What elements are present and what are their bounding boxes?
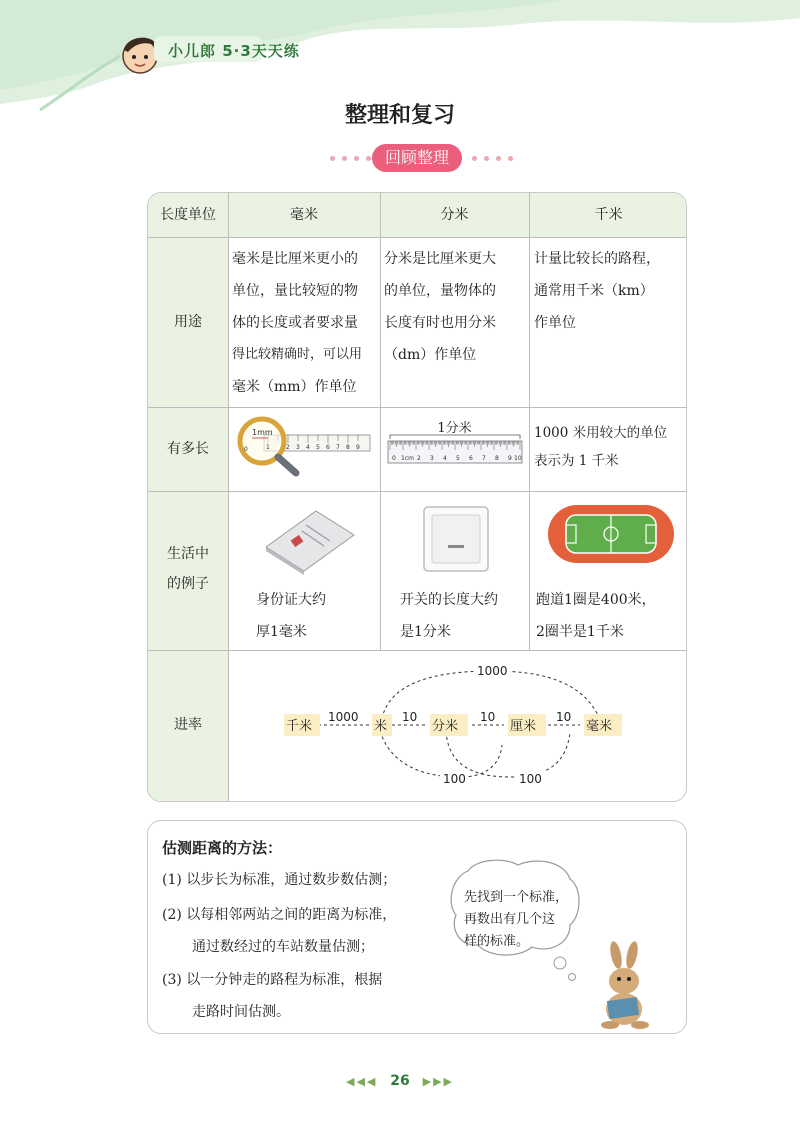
page-number: 26 <box>390 1073 410 1089</box>
length-units-table <box>147 192 687 802</box>
mm-ruler-digit: 4 <box>306 444 310 451</box>
dm-ruler-digit: 5 <box>456 455 460 462</box>
row-label-life-2: 的例子 <box>167 576 209 592</box>
usage-km-line: 作单位 <box>534 315 576 331</box>
left-arrows-decoration: ◀◀◀ <box>345 1075 378 1088</box>
rate-unit-cm: 厘米 <box>510 719 537 734</box>
dm-ruler-digit: 9 <box>508 455 512 462</box>
rabbit-reading-icon <box>596 941 656 1029</box>
mm-ruler-digit: 9 <box>356 444 360 451</box>
dm-ruler-digit: 6 <box>469 455 473 462</box>
conversion-rate-diagram <box>280 659 626 797</box>
life-km-line: 2圈半是1千米 <box>536 624 624 640</box>
life-mm-line: 厚1毫米 <box>256 624 307 640</box>
dm-ruler-digit: 1cm <box>401 455 414 462</box>
rate-step-label: 10 <box>556 710 572 724</box>
bubble-line: 样的标准。 <box>464 934 530 949</box>
estimation-method-line: 通过数经过的车站数量估测； <box>192 939 374 955</box>
page-title: 整理和复习 <box>344 103 455 128</box>
running-track-icon <box>546 503 676 565</box>
light-switch-icon <box>420 503 492 575</box>
usage-mm-line: 单位，量比较短的物 <box>232 283 358 299</box>
mm-ruler-digit: 1 <box>266 444 270 451</box>
usage-mm <box>232 243 380 403</box>
header-km: 千米 <box>594 207 623 223</box>
dm-ruler-digit: 3 <box>430 455 434 462</box>
rate-step-label: 10 <box>402 710 418 724</box>
dm-ruler-digit: 7 <box>482 455 486 462</box>
rate-unit-mm: 毫米 <box>586 719 613 734</box>
id-card-icon <box>258 501 358 579</box>
row-label-life-1: 生活中 <box>167 546 209 562</box>
life-mm <box>256 584 380 648</box>
estimation-methods-card <box>147 820 687 1034</box>
usage-km-line: 计量比较长的路程， <box>534 251 660 267</box>
estimation-method-line: (3) 以一分钟走的路程为标准，根据 <box>162 972 383 988</box>
usage-mm-line: 毫米（mm）作单位 <box>232 379 357 395</box>
header-dm: 分米 <box>440 207 469 223</box>
mm-ruler-digit: 5 <box>316 444 320 451</box>
mm-ruler-digit: 6 <box>326 444 330 451</box>
usage-dm-line: 的单位，量物体的 <box>384 283 496 299</box>
life-dm-line: 是1分米 <box>400 624 451 640</box>
dm-ruler-digit: 0 <box>392 455 396 462</box>
km-length-line: 表示为 1 千米 <box>534 453 619 469</box>
mm-ruler-digit: 7 <box>336 444 340 451</box>
mm-ruler-digit: 0 <box>244 446 248 453</box>
row-label-length: 有多长 <box>167 441 209 457</box>
row-label-usage: 用途 <box>174 314 202 330</box>
usage-km <box>534 243 686 339</box>
section-pill: 回顾整理 <box>372 144 462 172</box>
usage-dm-line: 长度有时也用分米 <box>384 315 496 331</box>
life-km-line: 跑道1圈是400米， <box>536 592 656 608</box>
life-mm-line: 身份证大约 <box>256 592 326 608</box>
life-km <box>536 584 686 648</box>
mm-ruler-digit: 8 <box>346 444 350 451</box>
estimation-method-line: (2) 以每相邻两站之间的距离为标准， <box>162 907 397 923</box>
estimation-method-line: (1) 以步长为标准，通过数步数估测； <box>162 872 397 888</box>
rate-unit-km: 千米 <box>286 719 313 734</box>
rate-step-label: 1000 <box>328 710 359 724</box>
dm-ruler-digit: 8 <box>495 455 499 462</box>
bubble-line: 先找到一个标准， <box>464 890 569 905</box>
life-dm <box>400 584 529 648</box>
rate-bottom-left-label: 100 <box>443 772 466 786</box>
section-heading <box>0 144 800 174</box>
left-dots-decoration <box>330 156 371 161</box>
bubble-text <box>464 887 568 953</box>
magnifier-ruler-icon <box>234 413 374 485</box>
rate-top-label: 1000 <box>477 664 508 678</box>
right-dots-decoration <box>472 156 513 161</box>
usage-dm <box>384 243 529 371</box>
right-arrows-decoration: ▶▶▶ <box>422 1075 454 1088</box>
brand-title: 小儿郎 5·3天天练 <box>168 42 300 60</box>
estimation-title: 估测距离的方法： <box>162 839 283 857</box>
dm-label: 1分米 <box>437 421 472 436</box>
rate-unit-dm: 分米 <box>432 719 459 734</box>
life-dm-line: 开关的长度大约 <box>400 592 498 608</box>
usage-dm-line: （dm）作单位 <box>384 347 477 363</box>
mm-ruler-digit: 3 <box>296 444 300 451</box>
page-footer <box>0 1073 800 1089</box>
header-mm: 毫米 <box>290 207 318 223</box>
usage-mm-line: 得比较精确时，可以用 <box>232 347 363 362</box>
bubble-line: 再数出有几个这 <box>464 912 556 927</box>
estimation-method-line: 走路时间估测。 <box>192 1004 290 1020</box>
row-label-rate: 进率 <box>174 717 202 733</box>
rate-step-label: 10 <box>480 710 496 724</box>
mm-ruler-digit: 2 <box>286 444 290 451</box>
header-unit-label: 长度单位 <box>160 207 216 223</box>
usage-mm-line: 体的长度或者要求量 <box>232 315 358 331</box>
km-length <box>534 419 686 475</box>
dm-ruler-digit: 4 <box>443 455 447 462</box>
mm-label: 1mm <box>252 428 273 437</box>
usage-km-line: 通常用千米（km） <box>534 283 654 299</box>
dm-ruler-digit: 2 <box>417 455 421 462</box>
km-length-line: 1000 米用较大的单位 <box>534 425 668 441</box>
dm-ruler-icon <box>386 433 524 473</box>
rate-bottom-right-label: 100 <box>519 772 542 786</box>
usage-mm-line: 毫米是比厘米更小的 <box>232 251 358 267</box>
dm-ruler-digit: 10 <box>514 455 522 462</box>
usage-dm-line: 分米是比厘米更大 <box>384 251 496 267</box>
rate-unit-m: 米 <box>374 719 388 734</box>
